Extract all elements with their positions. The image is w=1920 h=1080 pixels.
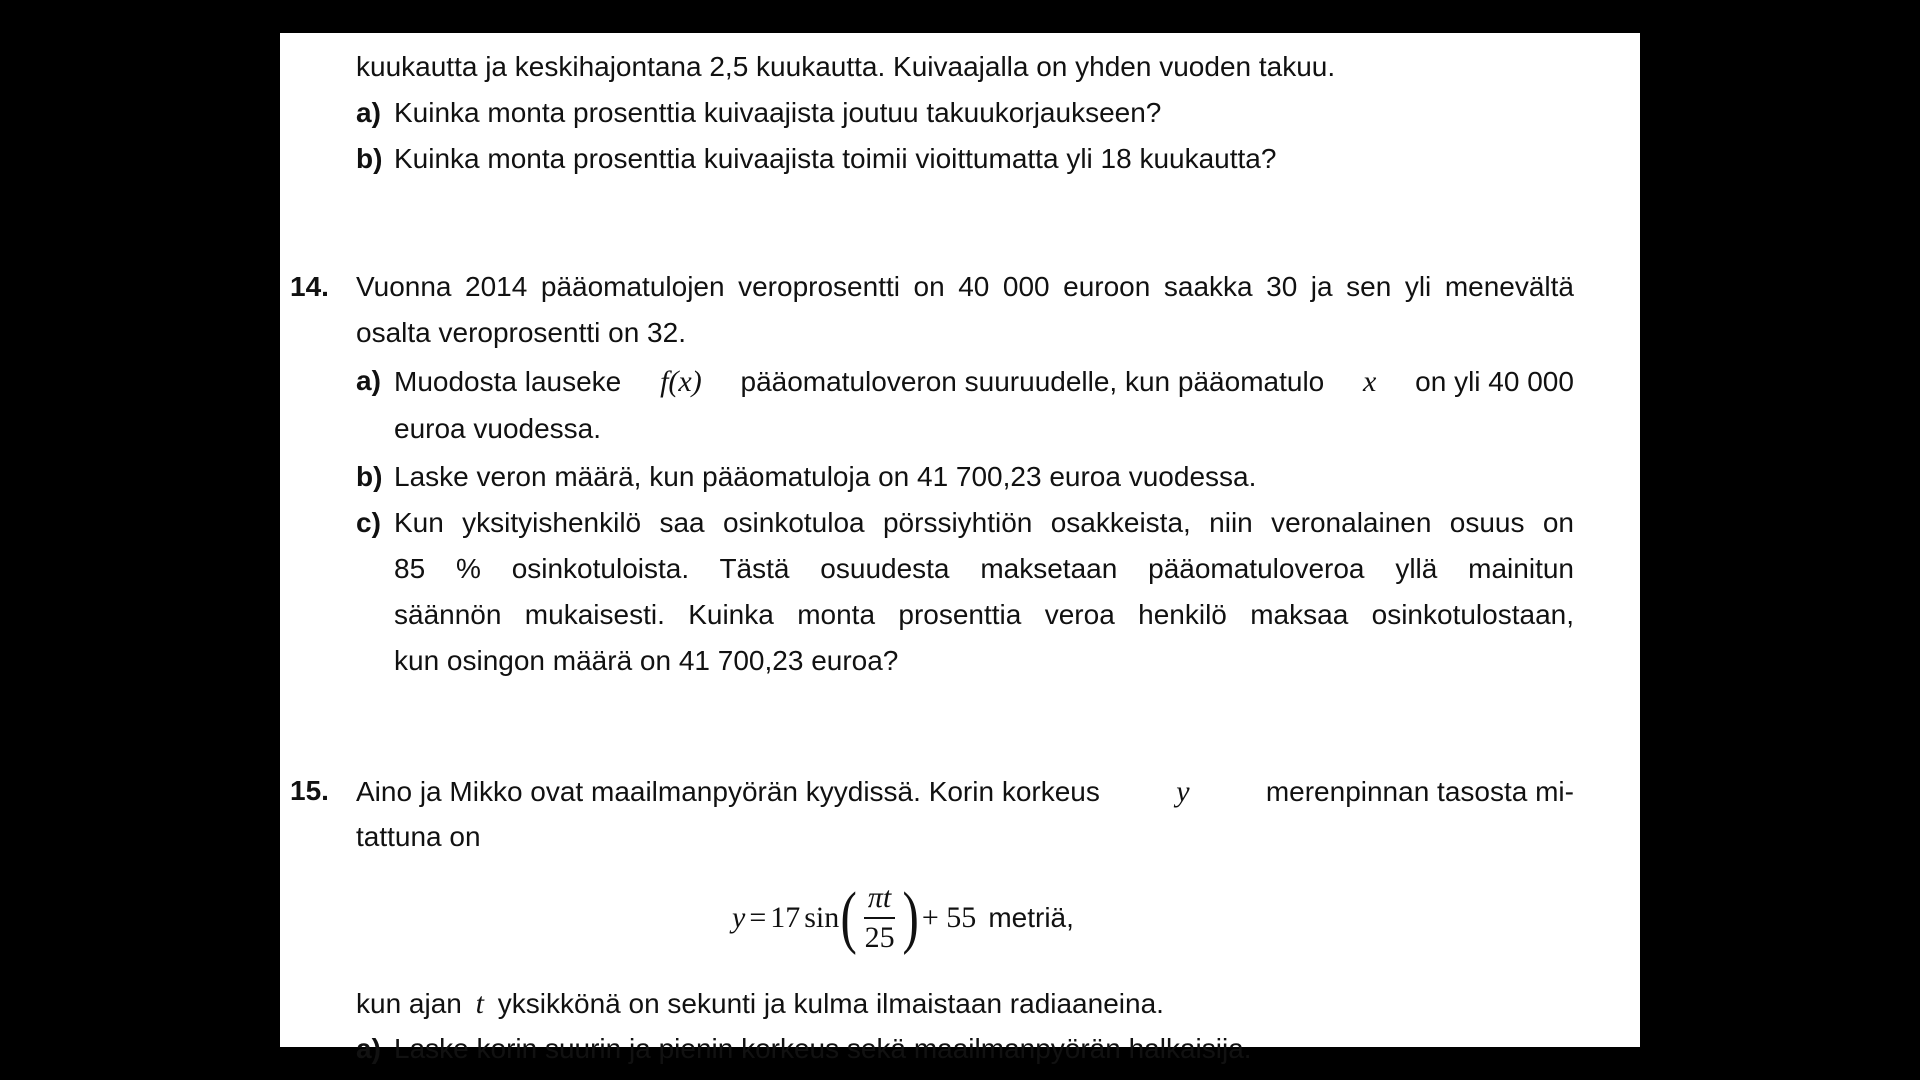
q15-after-formula-before: kun ajan [356, 988, 462, 1019]
q14-c-label: c) [356, 507, 381, 538]
q14-intro-line1: Vuonna 2014 pääomatulojen veroprosentti on 40 000 euroon saakka 30 ja sen yli menevältä [356, 271, 1574, 302]
q13-intro-tail: kuukautta ja keskihajontana 2,5 kuukautta. Kuivaajalla on yhden vuoden takuu. [356, 51, 1336, 82]
formula-fraction [861, 881, 899, 955]
formula-after-text: metriä, [988, 902, 1074, 933]
formula-right-paren: ) [902, 879, 919, 956]
q14-a-line1-mid: pääomatuloveron suuruudelle, kun pääomatulo [740, 366, 1325, 397]
q14-c-line3: säännön mukaisesti. Kuinka monta prosenttia veroa henkilö maksaa osinkotulostaan, [394, 599, 1574, 630]
q15-intro-var: y [1176, 775, 1190, 808]
q14-a-var: x [1363, 365, 1377, 398]
q14-number: 14. [290, 271, 329, 302]
q14-a-func: f(x) [660, 365, 702, 398]
q15-after-formula-var: t [475, 987, 484, 1020]
formula-left-paren: ( [840, 879, 858, 956]
exam-text [280, 33, 1640, 1064]
formula-sin: sin [804, 901, 840, 934]
q15-a-label: a) [356, 1033, 381, 1064]
q13-b-label: b) [356, 143, 383, 174]
formula-equals: = [749, 901, 767, 934]
q14-c-line1: Kun yksityishenkilö saa osinkotuloa pörssiyhtiön osakkeista, niin veronalainen osuus on [394, 507, 1574, 538]
q13-a-text: Kuinka monta prosenttia kuivaajista joutuu takuukorjaukseen? [394, 97, 1162, 128]
q15-after-formula [356, 987, 1164, 1021]
q15-number: 15. [290, 775, 329, 806]
q14-c-line2: 85 % osinkotuloista. Tästä osuudesta maksetaan pääomatuloveroa yllä mainitun [394, 553, 1574, 584]
q15-formula [732, 863, 1074, 973]
q15-intro-line1 [356, 775, 1574, 809]
q14-a-line1-before: Muodosta lauseke [394, 366, 622, 397]
formula-tail: + 55 [921, 901, 977, 934]
formula-denominator: 25 [864, 921, 895, 954]
formula-coefficient: 17 [770, 901, 801, 934]
document-page [280, 33, 1640, 1064]
q15-intro-line1-after: merenpinnan tasosta mi- [1265, 776, 1574, 807]
q14-a-line1 [394, 365, 1574, 399]
q14-a-line1-after: on yli 40 000 [1415, 366, 1574, 397]
q15-after-formula-after: yksikkönä on sekunti ja kulma ilmaistaan radiaaneina. [497, 988, 1164, 1019]
q14-b-label: b) [356, 461, 383, 492]
formula-numerator: πt [864, 881, 895, 919]
q14-a-label: a) [356, 365, 381, 396]
q15-intro-line2: tattuna on [356, 821, 481, 852]
q15-a-text: Laske korin suurin ja pienin korkeus sekä maailmanpyörän halkaisija. [394, 1033, 1252, 1064]
q15-intro-line1-before: Aino ja Mikko ovat maailmanpyörän kyydissä. Korin korkeus [356, 776, 1100, 807]
q14-intro-line2: osalta veroprosentti on 32. [356, 317, 686, 348]
q13-b-text: Kuinka monta prosenttia kuivaajista toimii vioittumatta yli 18 kuukautta? [394, 143, 1277, 174]
q13-a-label: a) [356, 97, 381, 128]
q14-a-line2: euroa vuodessa. [394, 413, 602, 444]
formula-lhs: y [732, 901, 746, 934]
q14-c-line4: kun osingon määrä on 41 700,23 euroa? [394, 645, 899, 676]
q14-b-text: Laske veron määrä, kun pääomatuloja on 41 700,23 euroa vuodessa. [394, 461, 1257, 492]
